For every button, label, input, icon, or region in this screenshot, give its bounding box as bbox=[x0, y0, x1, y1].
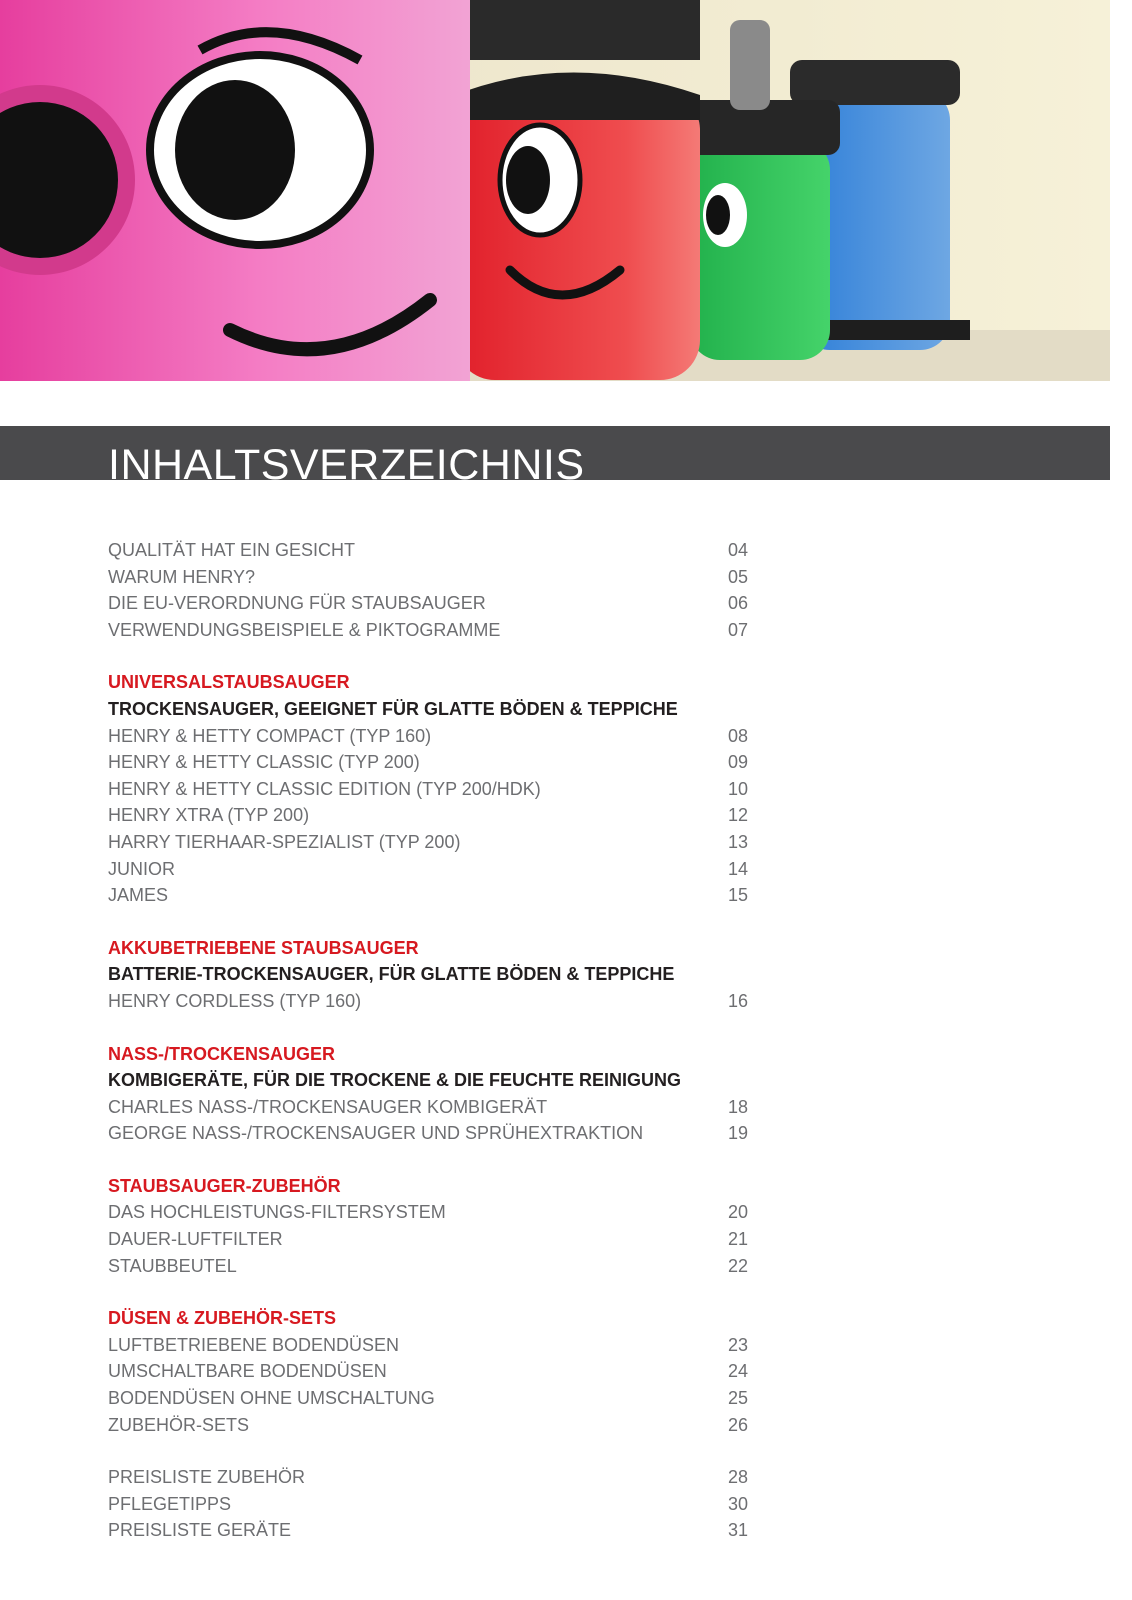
toc-entry[interactable] bbox=[108, 1517, 748, 1544]
toc-entry[interactable] bbox=[108, 1120, 748, 1147]
toc-entry-label: ZUBEHÖR-SETS bbox=[108, 1414, 250, 1435]
toc-entry-page: 08 bbox=[727, 725, 748, 746]
toc-entry-page: 31 bbox=[727, 1520, 748, 1541]
toc-entry-label: DAUER-LUFTFILTER bbox=[108, 1229, 283, 1250]
toc-entry[interactable] bbox=[108, 1464, 748, 1491]
toc-entry-page: 23 bbox=[727, 1334, 748, 1355]
toc-entry-page: 20 bbox=[727, 1202, 748, 1223]
toc-entry-page: 26 bbox=[727, 1414, 748, 1435]
toc-entry-page: 19 bbox=[727, 1123, 748, 1144]
toc-entry-page: 24 bbox=[727, 1361, 748, 1382]
toc-entry-page: 13 bbox=[727, 831, 748, 852]
toc-entry[interactable] bbox=[108, 1199, 748, 1226]
toc-entry[interactable] bbox=[108, 749, 748, 776]
table-of-contents bbox=[108, 537, 748, 1544]
toc-entry-label: HARRY TIERHAAR-SPEZIALIST (TYP 200) bbox=[108, 831, 461, 852]
toc-entry-label: STAUBBEUTEL bbox=[108, 1255, 237, 1276]
toc-entry[interactable] bbox=[108, 590, 748, 617]
toc-entry-page: 15 bbox=[727, 885, 748, 906]
section-heading: UNIVERSALSTAUBSAUGER bbox=[108, 672, 350, 693]
toc-entry-label: HENRY & HETTY CLASSIC (TYP 200) bbox=[108, 752, 420, 773]
toc-entry-page: 06 bbox=[727, 593, 748, 614]
toc-entry-page: 07 bbox=[727, 619, 748, 640]
toc-entry[interactable] bbox=[108, 988, 748, 1015]
toc-entry[interactable] bbox=[108, 1094, 748, 1121]
section-heading: NASS-/TROCKENSAUGER bbox=[108, 1043, 336, 1064]
hero-image bbox=[0, 0, 1110, 381]
toc-entry-label: DIE EU-VERORDNUNG FÜR STAUBSAUGER bbox=[108, 593, 486, 614]
toc-entry-page: 04 bbox=[727, 540, 748, 560]
toc-entry-label: PREISLISTE ZUBEHÖR bbox=[108, 1467, 306, 1488]
page-title: INHALTSVERZEICHNIS bbox=[108, 441, 585, 480]
toc-group bbox=[108, 1173, 748, 1279]
toc-entry-label: HENRY XTRA (TYP 200) bbox=[108, 805, 310, 826]
toc-entry-page: 10 bbox=[727, 778, 748, 799]
toc-group bbox=[108, 1305, 748, 1438]
toc-entry[interactable] bbox=[108, 1226, 748, 1253]
section-subheading: BATTERIE-TROCKENSAUGER, FÜR GLATTE BÖDEN & TEPPICHE bbox=[108, 964, 675, 985]
toc-entry-page: 18 bbox=[727, 1096, 748, 1117]
toc-entry-label: JUNIOR bbox=[108, 858, 175, 879]
toc-entry[interactable] bbox=[108, 829, 748, 856]
toc-entry[interactable] bbox=[108, 882, 748, 909]
toc-entry[interactable] bbox=[108, 802, 748, 829]
toc-entry[interactable] bbox=[108, 1358, 748, 1385]
toc-entry-page: 25 bbox=[727, 1388, 748, 1409]
toc-entry-page: 14 bbox=[727, 858, 748, 879]
toc-entry-page: 09 bbox=[727, 752, 748, 773]
toc-entry-label: HENRY & HETTY CLASSIC EDITION (TYP 200/HDK) bbox=[108, 778, 541, 799]
toc-entry[interactable] bbox=[108, 776, 748, 803]
section-heading: DÜSEN & ZUBEHÖR-SETS bbox=[108, 1308, 337, 1329]
toc-entry[interactable] bbox=[108, 856, 748, 883]
toc-entry[interactable] bbox=[108, 564, 748, 591]
toc-entry-label: WARUM HENRY? bbox=[108, 566, 256, 587]
toc-entry-label: PREISLISTE GERÄTE bbox=[108, 1520, 292, 1541]
toc-entry-page: 05 bbox=[727, 566, 748, 587]
section-heading: STAUBSAUGER-ZUBEHÖR bbox=[108, 1175, 341, 1196]
toc-entry-label: GEORGE NASS-/TROCKENSAUGER UND SPRÜHEXTRAKTION bbox=[108, 1123, 644, 1144]
toc-entry[interactable] bbox=[108, 1491, 748, 1518]
toc-group bbox=[108, 1464, 748, 1544]
toc-entry[interactable] bbox=[108, 1253, 748, 1280]
vacuum-cleaners-photo-icon bbox=[0, 0, 1110, 381]
toc-group bbox=[108, 669, 748, 908]
toc-entry-label: DAS HOCHLEISTUNGS-FILTERSYSTEM bbox=[108, 1202, 446, 1223]
toc-entry-label: HENRY & HETTY COMPACT (TYP 160) bbox=[108, 725, 432, 746]
toc-entry-label: JAMES bbox=[108, 885, 169, 906]
toc-entry-page: 22 bbox=[727, 1255, 748, 1276]
toc-entry-label: HENRY CORDLESS (TYP 160) bbox=[108, 990, 362, 1011]
toc-entry[interactable] bbox=[108, 1385, 748, 1412]
section-heading: AKKUBETRIEBENE STAUBSAUGER bbox=[108, 937, 419, 958]
toc-entry-label: PFLEGETIPPS bbox=[108, 1493, 232, 1514]
toc-entry-label: QUALITÄT HAT EIN GESICHT bbox=[108, 540, 356, 560]
toc-group bbox=[108, 537, 748, 643]
toc-entry[interactable] bbox=[108, 723, 748, 750]
toc-entry[interactable] bbox=[108, 1332, 748, 1359]
toc-entry-page: 16 bbox=[727, 990, 748, 1011]
toc-entry[interactable] bbox=[108, 1412, 748, 1439]
section-subheading: KOMBIGERÄTE, FÜR DIE TROCKENE & DIE FEUCHTE REINIGUNG bbox=[108, 1070, 682, 1091]
toc-entry[interactable] bbox=[108, 617, 748, 644]
toc-entry-label: UMSCHALTBARE BODENDÜSEN bbox=[108, 1361, 387, 1382]
title-bar bbox=[0, 426, 1110, 480]
toc-entry-label: LUFTBETRIEBENE BODENDÜSEN bbox=[108, 1334, 400, 1355]
toc-entry[interactable] bbox=[108, 537, 748, 564]
toc-entry-page: 30 bbox=[727, 1493, 748, 1514]
toc-group bbox=[108, 935, 748, 1015]
toc-entry-label: BODENDÜSEN OHNE UMSCHALTUNG bbox=[108, 1388, 435, 1409]
toc-entry-page: 28 bbox=[727, 1467, 748, 1488]
toc-entry-label: CHARLES NASS-/TROCKENSAUGER KOMBIGERÄT bbox=[108, 1096, 548, 1117]
toc-entry-page: 12 bbox=[727, 805, 748, 826]
toc-entry-label: VERWENDUNGSBEISPIELE & PIKTOGRAMME bbox=[108, 619, 501, 640]
toc-group bbox=[108, 1041, 748, 1147]
section-subheading: TROCKENSAUGER, GEEIGNET FÜR GLATTE BÖDEN & TEPPICHE bbox=[108, 698, 678, 719]
toc-entry-page: 21 bbox=[727, 1229, 748, 1250]
